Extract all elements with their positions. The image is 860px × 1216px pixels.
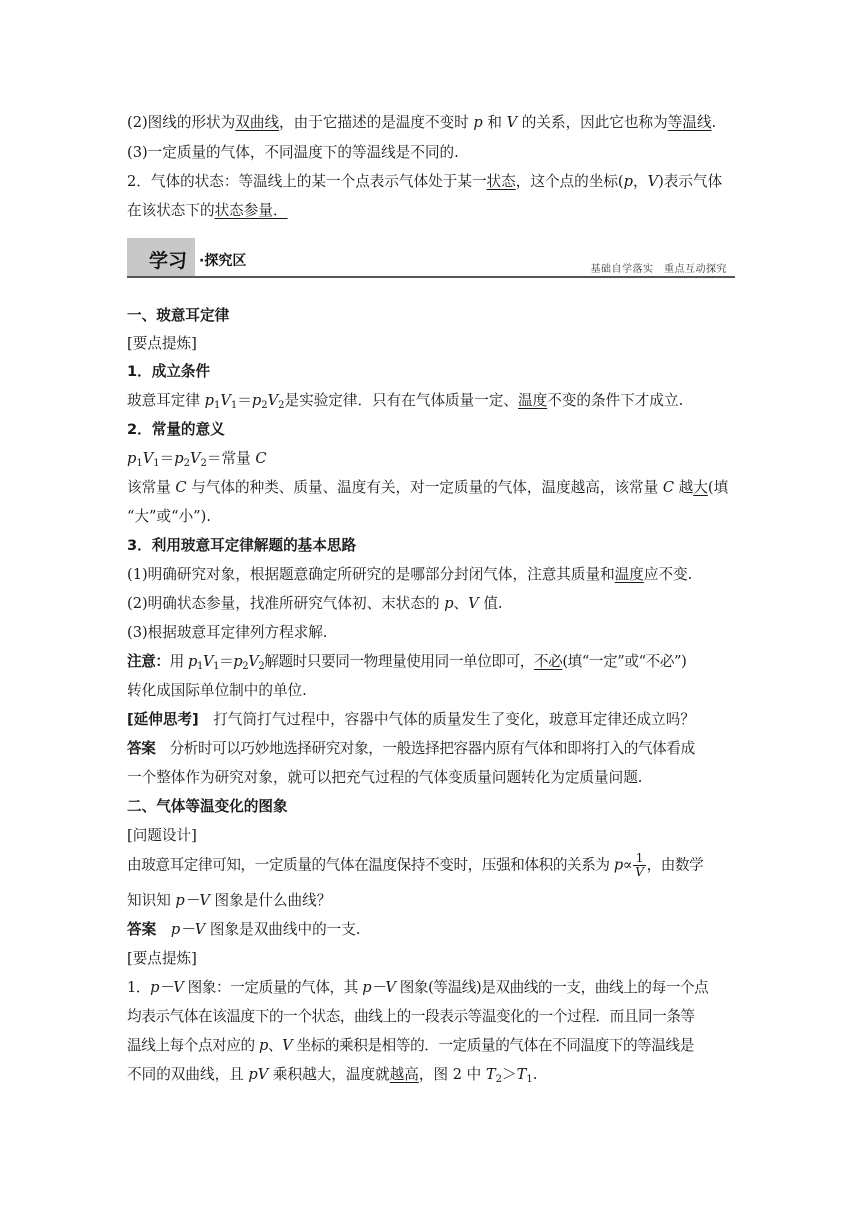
answer-state-parameter: 状态参量．: [214, 202, 288, 219]
answer-label: 答案: [127, 740, 156, 757]
text-line-extension: [延伸思考] 打气筒打气过程中，容器中气体的质量发生了变化，玻意耳定律还成立吗？: [127, 711, 695, 728]
heading-approach: 3．利用玻意耳定律解题的基本思路: [127, 537, 357, 554]
text-line-step3: (3)根据玻意耳定律列方程求解.: [127, 624, 328, 641]
text-line-fill-choice: “大”或“小”).: [127, 508, 211, 525]
text-line-answer1-cont: 一个整体作为研究对象，就可以把充气过程的气体变质量问题转化为定质量问题.: [127, 769, 643, 786]
answer-higher: 越高: [389, 1066, 419, 1083]
fraction-one-over-v: $\frac{1}{V}$: [635, 851, 644, 879]
answer-larger: 大: [693, 479, 708, 496]
answer-state: 状态: [486, 173, 516, 190]
text-line-note-cont: 转化成国际单位制中的单位.: [127, 682, 307, 699]
banner-title: 学习: [149, 250, 188, 272]
text-line-question: 由玻意耳定律可知，一定质量的气体在温度保持不变时，压强和体积的关系为 p∝ $\frac{1}{V}$ ，由数学: [127, 851, 704, 879]
text-line-answer1: 答案 分析时可以巧妙地选择研究对象，一般选择把容器内原有气体和即将打入的气体看成: [127, 740, 695, 757]
text-line-step1: (1)明确研究对象，根据题意确定所研究的是哪部分封闭气体，注意其质量和温度应不变.: [127, 566, 693, 583]
extension-label: [延伸思考]: [127, 711, 199, 728]
text-line-step2: (2)明确状态参量，找准所研究气体初、末状态的 p、V 值.: [127, 595, 503, 612]
tag-key-points-2: [要点提炼]: [127, 950, 197, 967]
text-line-pv-graph: 1．p－V 图象：一定质量的气体，其 p－V 图象(等温线)是双曲线的一支，曲线上的每一个点: [127, 979, 709, 996]
heading-constant-meaning: 2．常量的意义: [127, 421, 225, 438]
banner-tagline: 基础自学落实 重点互动探究: [590, 264, 727, 275]
text-line-note: 注意：用 $p_1V_1=p_2V_2$解题时只要同一物理量使用同一单位即可，不必(填“一定”或“不必”): [127, 653, 687, 672]
answer-temperature: 温度: [518, 392, 548, 409]
formula-constant: $p_1V_1=p_2V_2=$常量 C: [127, 450, 267, 469]
text-line-answer2: 答案 p－V 图象是双曲线中的一支.: [127, 921, 361, 938]
answer-label-2: 答案: [127, 921, 157, 938]
text-line-constant-depends: 该常量 C 与气体的种类、质量、温度有关，对一定质量的气体，温度越高，该常量 C 越大(填: [127, 479, 729, 496]
heading-conditions: 1．成立条件: [127, 363, 211, 380]
text-line-different-isotherms: (3)一定质量的气体，不同温度下的等温线是不同的.: [127, 144, 459, 161]
banner-rule: [127, 276, 735, 278]
answer-not-necessary: 不必: [533, 653, 563, 670]
note-label: 注意：: [127, 653, 170, 670]
text-line-question-cont: 知识知 p－V 图象是什么曲线？: [127, 892, 332, 909]
text-line-pv-graph-2: 均表示气体在该温度下的一个状态，曲线上的一段表示等温变化的一个过程．而且同一条等: [127, 1008, 695, 1025]
text-line-gas-state: 2．气体的状态：等温线上的某一个点表示气体处于某一状态，这个点的坐标(p，V)表示气体: [127, 173, 723, 190]
text-line-isotherm-shape: (2)图线的形状为双曲线，由于它描述的是温度不变时 p 和 V 的关系，因此它也称为等温线.: [127, 114, 717, 131]
answer-hyperbola: 双曲线: [235, 114, 280, 131]
text-line-pv-graph-3: 温线上每个点对应的 p、V 坐标的乘积是相等的．一定质量的气体在不同温度下的等温线是: [127, 1037, 694, 1054]
banner-subtitle: ·探究区: [199, 253, 247, 269]
text-line-pv-graph-4: 不同的双曲线，且 pV 乘积越大，温度就越高，图 2 中 $T_2>T_1$.: [127, 1066, 538, 1085]
answer-temperature-2: 温度: [614, 566, 644, 583]
text-line-conditions: 玻意耳定律 $p_1V_1=p_2V_2$是实验定律．只有在气体质量一定、温度不变的条件下才成立.: [127, 392, 684, 411]
answer-isotherm: 等温线: [667, 114, 712, 131]
text-line-state-params: 在该状态下的状态参量．: [127, 202, 288, 219]
tag-key-points: [要点提炼]: [127, 335, 197, 352]
section-banner: [127, 238, 735, 278]
tag-problem-design: [问题设计]: [127, 827, 197, 844]
section-heading-isothermal: 二、气体等温变化的图象: [127, 798, 288, 815]
section-heading-boyle: 一、玻意耳定律: [127, 307, 230, 324]
